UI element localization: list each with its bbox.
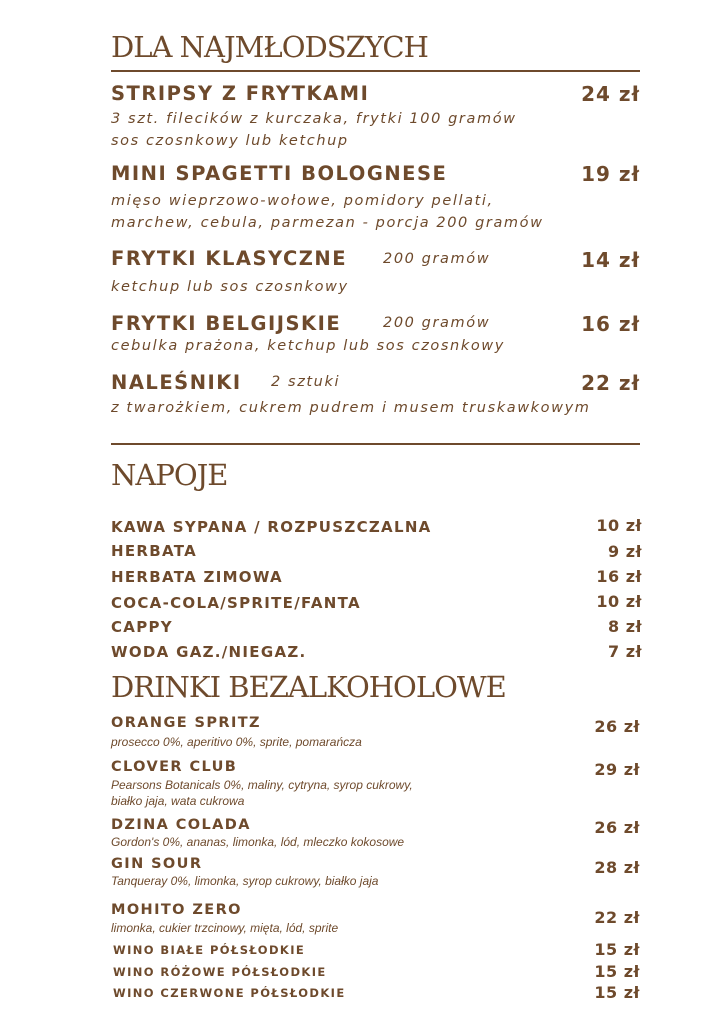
menu-item-portion: 200 gramów [383, 315, 491, 331]
drink-price: 7 zł [608, 642, 642, 661]
menu-item-description: 3 szt. filecików z kurczaka, frytki 100 gramów [111, 111, 517, 127]
menu-item-description: ketchup lub sos czosnkowy [111, 279, 349, 295]
menu-item-description: marchew, cebula, parmezan - porcja 200 gramów [111, 215, 544, 231]
menu-item-name: STRIPSY Z FRYTKAMI [111, 82, 370, 105]
cocktail-name: DZINA COLADA [111, 817, 251, 833]
cocktail-name: MOHITO ZERO [111, 902, 242, 918]
menu-item-price: 19 zł [581, 162, 640, 186]
drink-price: 9 zł [608, 542, 642, 561]
cocktail-price: 22 zł [594, 908, 640, 927]
drink-price: 16 zł [596, 567, 642, 586]
menu-item-name: FRYTKI BELGIJSKIE [111, 312, 342, 335]
wine-price: 15 zł [594, 940, 640, 959]
drink-name: HERBATA [111, 542, 198, 560]
menu-item-description: z twarożkiem, cukrem pudrem i musem truskawkowym [111, 400, 591, 416]
cocktail-price: 28 zł [594, 858, 640, 877]
menu-item-price: 22 zł [581, 371, 640, 395]
drink-name: KAWA SYPANA / ROZPUSZCZALNA [111, 518, 432, 536]
drink-price: 8 zł [608, 617, 642, 636]
cocktail-name: GIN SOUR [111, 856, 203, 872]
drink-price: 10 zł [596, 516, 642, 535]
cocktail-price: 26 zł [594, 818, 640, 837]
menu-item-portion: 2 sztuki [271, 374, 341, 390]
menu-item-name: NALEŚNIKI [111, 371, 242, 394]
drink-name: WODA GAZ./NIEGAZ. [111, 643, 307, 661]
cocktail-description: limonka, cukier trzcinowy, mięta, lód, sprite [111, 921, 339, 935]
divider [111, 443, 640, 445]
wine-price: 15 zł [594, 962, 640, 981]
menu-item-price: 14 zł [581, 248, 640, 272]
menu-item-price: 16 zł [581, 312, 640, 336]
wine-name: WINO BIAŁE PÓŁSŁODKIE [113, 943, 306, 957]
menu-item-name: FRYTKI KLASYCZNE [111, 247, 348, 270]
cocktail-price: 26 zł [594, 717, 640, 736]
menu-item-description: cebulka prażona, ketchup lub sos czosnkowy [111, 338, 505, 354]
menu-item-description: mięso wieprzowo-wołowe, pomidory pellati, [111, 193, 494, 209]
cocktail-name: ORANGE SPRITZ [111, 715, 261, 731]
drink-price: 10 zł [596, 592, 642, 611]
cocktail-description: Pearsons Botanicals 0%, maliny, cytryna, syrop cukrowy, [111, 778, 413, 792]
section-title-kids: DLA NAJMŁODSZYCH [111, 30, 428, 64]
section-title-nonalcoholic: DRINKI BEZALKOHOLOWE [111, 670, 506, 704]
cocktail-price: 29 zł [594, 760, 640, 779]
drink-name: HERBATA ZIMOWA [111, 568, 283, 586]
drink-name: COCA-COLA/SPRITE/FANTA [111, 594, 361, 612]
wine-price: 15 zł [594, 983, 640, 1002]
drink-name: CAPPY [111, 618, 173, 636]
cocktail-description: Tanqueray 0%, limonka, syrop cukrowy, białko jaja [111, 874, 379, 888]
wine-name: WINO RÓŻOWE PÓŁSŁODKIE [113, 965, 327, 979]
menu-item-price: 24 zł [581, 82, 640, 106]
menu-item-name: MINI SPAGETTI BOLOGNESE [111, 162, 448, 185]
menu-item-description: sos czosnkowy lub ketchup [111, 133, 349, 149]
cocktail-description: prosecco 0%, aperitivo 0%, sprite, pomarańcza [111, 735, 362, 749]
cocktail-description: białko jaja, wata cukrowa [111, 794, 245, 808]
section-title-drinks: NAPOJE [111, 458, 228, 492]
cocktail-description: Gordon's 0%, ananas, limonka, lód, mleczko kokosowe [111, 835, 405, 849]
menu-item-portion: 200 gramów [383, 251, 491, 267]
divider [111, 70, 640, 72]
cocktail-name: CLOVER CLUB [111, 759, 238, 775]
wine-name: WINO CZERWONE PÓŁSŁODKIE [113, 986, 346, 1000]
